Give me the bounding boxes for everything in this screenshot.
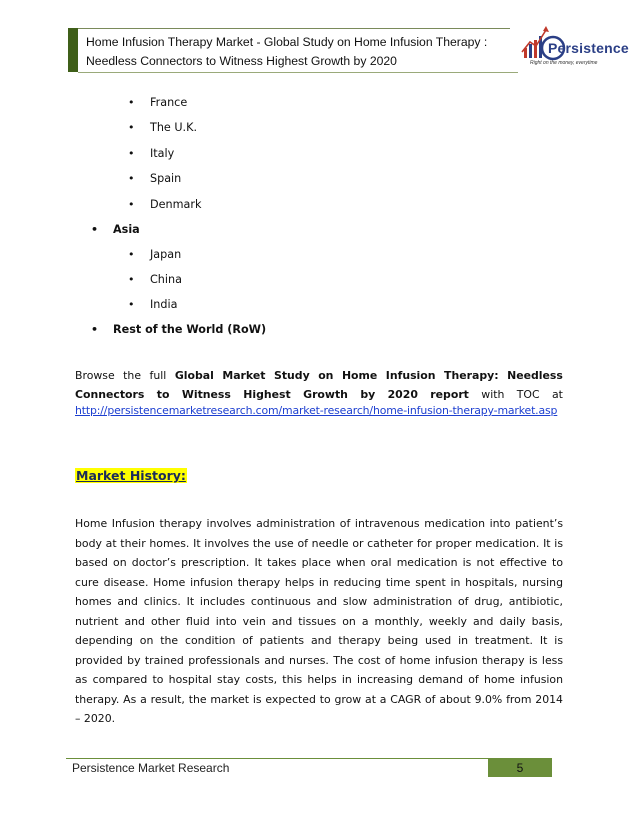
bullet-icon: • bbox=[128, 147, 135, 160]
market-history-paragraph: Home Infusion therapy involves administration of intravenous medication into patient’s body at their homes. It involves the use of needle or catheter for proper medication. It is based on doctor’s prescription. It takes place when oral medication is not effective to cure disease. Home infusion therapy helps in reducing time spent in hospitals, nursing homes and clinics. It includes continuous and slow administration of drug, antibiotic, nutrient and other fluid into vein and tissues on a monthly, weekly and daily basis, depending on the condition of patients and therapy being used in treatment. It is provided by trained professionals and nurses. The cost of home infusion therapy is less as compared to hospital stay costs, this helps in increasing demand of home infusion therapy. As a result, the market is expected to grow at a CAGR of about 9.0% from 2014 – 2020. bbox=[75, 517, 563, 725]
bullet-icon: • bbox=[128, 248, 135, 261]
bullet-icon: • bbox=[91, 323, 99, 336]
bullet-icon: • bbox=[128, 121, 135, 134]
browse-line-2: Connectors to Witness Highest Growth by 2020 report with TOC at bbox=[75, 388, 563, 401]
logo-tagline: Right on the money, everytime bbox=[530, 60, 598, 66]
page-number: 5 bbox=[488, 759, 552, 777]
bullet-icon: • bbox=[128, 96, 135, 109]
footer-rule bbox=[66, 758, 552, 759]
header-bottom-rule bbox=[78, 72, 518, 73]
document-title-line2: Needless Connectors to Witness Highest Growth by 2020 bbox=[86, 54, 397, 68]
header-accent-bar bbox=[68, 28, 78, 72]
document-title-line1: Home Infusion Therapy Market - Global Study on Home Infusion Therapy : bbox=[86, 35, 488, 49]
bullet-icon: • bbox=[128, 198, 135, 211]
document-title bbox=[86, 33, 516, 71]
bullet-icon: • bbox=[91, 223, 99, 236]
report-link[interactable]: http://persistencemarketresearch.com/market-research/home-infusion-therapy-market.asp bbox=[75, 404, 558, 417]
footer-company: Persistence Market Research bbox=[72, 761, 230, 775]
section-heading-market-history: Market History: bbox=[76, 468, 186, 483]
bullet-icon: • bbox=[128, 273, 135, 286]
header-top-rule bbox=[78, 28, 510, 29]
logo-text: Persistence bbox=[548, 40, 629, 56]
bullet-icon: • bbox=[128, 172, 135, 185]
bullet-icon: • bbox=[128, 298, 135, 311]
browse-line-1: Browse the full Global Market Study on Home Infusion Therapy: Needless bbox=[75, 369, 563, 382]
